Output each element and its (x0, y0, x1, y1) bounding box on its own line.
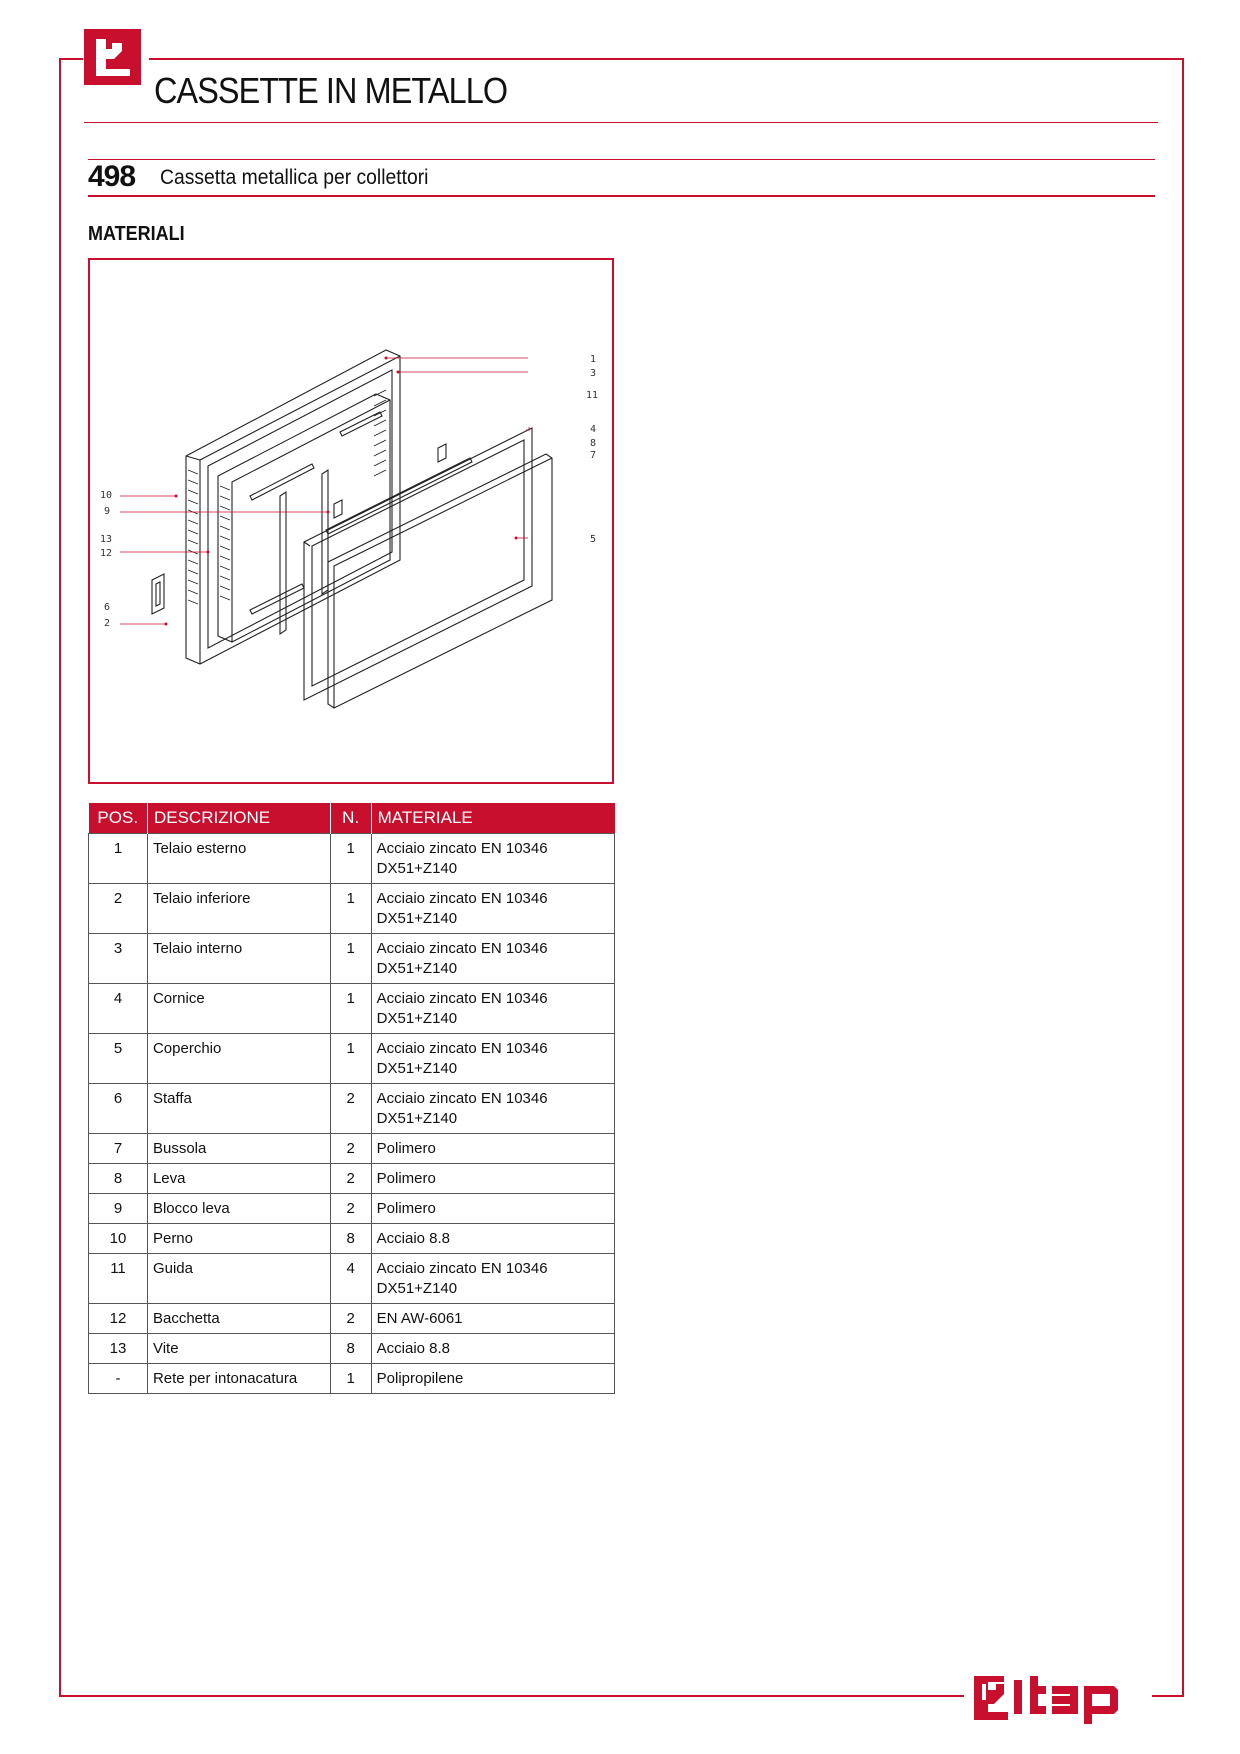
callout-4: 4 (590, 424, 597, 435)
cell-descrizione: Cornice (147, 984, 330, 1034)
materials-table (88, 803, 615, 1394)
table-row (89, 1364, 615, 1394)
product-name: Cassetta metallica per collettori (160, 166, 429, 189)
cell-materiale: Acciaio zincato EN 10346 DX51+Z140 (371, 1084, 614, 1134)
product-number: 498 (88, 160, 136, 193)
brand-mark-icon (84, 29, 141, 85)
frame-right (1182, 58, 1184, 1696)
header-materiale: MATERIALE (371, 803, 614, 834)
callout-5: 5 (590, 534, 597, 545)
cell-materiale: Acciaio zincato EN 10346 DX51+Z140 (371, 884, 614, 934)
section-heading: MATERIALI (88, 223, 185, 245)
header-n: N. (330, 803, 371, 834)
cell-n: 2 (330, 1194, 371, 1224)
table-row (89, 1334, 615, 1364)
table-row (89, 1134, 615, 1164)
cell-materiale: Polipropilene (371, 1364, 614, 1394)
callout-12: 12 (100, 548, 113, 559)
table-row (89, 1304, 615, 1334)
exploded-view-illustration (90, 260, 612, 782)
cell-descrizione: Perno (147, 1224, 330, 1254)
frame-bottom-left (59, 1695, 964, 1697)
table-row (89, 1084, 615, 1134)
cell-n: 1 (330, 984, 371, 1034)
cell-descrizione: Vite (147, 1334, 330, 1364)
product-rule-top (88, 159, 1155, 160)
cell-n: 2 (330, 1164, 371, 1194)
product-rule-bottom (88, 195, 1155, 197)
cell-pos: 7 (89, 1134, 148, 1164)
cell-materiale: Polimero (371, 1164, 614, 1194)
table-row (89, 884, 615, 934)
table-row (89, 834, 615, 884)
cell-pos: - (89, 1364, 148, 1394)
cell-pos: 1 (89, 834, 148, 884)
cell-materiale: Acciaio zincato EN 10346 DX51+Z140 (371, 1254, 614, 1304)
cell-pos: 4 (89, 984, 148, 1034)
cell-n: 1 (330, 834, 371, 884)
cell-materiale: Polimero (371, 1194, 614, 1224)
callout-10: 10 (100, 490, 113, 501)
callout-1: 1 (590, 354, 597, 365)
callout-3: 3 (590, 368, 597, 379)
cell-pos: 9 (89, 1194, 148, 1224)
cell-descrizione: Rete per intonacatura (147, 1364, 330, 1394)
cell-n: 1 (330, 884, 371, 934)
cell-n: 1 (330, 934, 371, 984)
table-row (89, 1254, 615, 1304)
table-header-row (89, 803, 615, 834)
callout-9: 9 (104, 506, 111, 517)
frame-top-right (149, 58, 1183, 60)
cell-pos: 10 (89, 1224, 148, 1254)
cell-materiale: Acciaio 8.8 (371, 1224, 614, 1254)
cell-n: 2 (330, 1304, 371, 1334)
cell-n: 1 (330, 1364, 371, 1394)
cell-descrizione: Telaio inferiore (147, 884, 330, 934)
cell-pos: 11 (89, 1254, 148, 1304)
cell-descrizione: Bacchetta (147, 1304, 330, 1334)
title-underline (84, 122, 1158, 123)
cell-descrizione: Telaio interno (147, 934, 330, 984)
table-row (89, 1224, 615, 1254)
callout-11: 11 (586, 390, 599, 401)
frame-top-left (59, 58, 83, 60)
cell-pos: 5 (89, 1034, 148, 1084)
cell-n: 1 (330, 1034, 371, 1084)
cell-n: 2 (330, 1084, 371, 1134)
exploded-drawing (88, 258, 614, 784)
cell-pos: 3 (89, 934, 148, 984)
cell-descrizione: Staffa (147, 1084, 330, 1134)
cell-pos: 13 (89, 1334, 148, 1364)
cell-pos: 6 (89, 1084, 148, 1134)
cell-descrizione: Bussola (147, 1134, 330, 1164)
frame-left (59, 58, 61, 1696)
cell-materiale: Polimero (371, 1134, 614, 1164)
cell-descrizione: Guida (147, 1254, 330, 1304)
table-row (89, 1034, 615, 1084)
cell-n: 8 (330, 1224, 371, 1254)
cell-materiale: Acciaio 8.8 (371, 1334, 614, 1364)
cell-pos: 8 (89, 1164, 148, 1194)
cell-descrizione: Telaio esterno (147, 834, 330, 884)
callout-13: 13 (100, 534, 113, 545)
callout-7: 7 (590, 450, 597, 461)
table-row (89, 934, 615, 984)
callout-6: 6 (104, 602, 111, 613)
cell-materiale: Acciaio zincato EN 10346 DX51+Z140 (371, 1034, 614, 1084)
header-pos: POS. (89, 803, 148, 834)
cell-n: 4 (330, 1254, 371, 1304)
cell-materiale: Acciaio zincato EN 10346 DX51+Z140 (371, 984, 614, 1034)
cell-n: 8 (330, 1334, 371, 1364)
cell-materiale: Acciaio zincato EN 10346 DX51+Z140 (371, 834, 614, 884)
cell-pos: 12 (89, 1304, 148, 1334)
header-descrizione: DESCRIZIONE (147, 803, 330, 834)
itap-logo-icon (974, 1670, 1146, 1726)
cell-materiale: Acciaio zincato EN 10346 DX51+Z140 (371, 934, 614, 984)
frame-bottom-right (1152, 1695, 1184, 1697)
table-row (89, 1194, 615, 1224)
callout-8: 8 (590, 438, 597, 449)
cell-materiale: EN AW-6061 (371, 1304, 614, 1334)
cell-descrizione: Coperchio (147, 1034, 330, 1084)
table-row (89, 984, 615, 1034)
cell-pos: 2 (89, 884, 148, 934)
cell-n: 2 (330, 1134, 371, 1164)
cell-descrizione: Leva (147, 1164, 330, 1194)
cell-descrizione: Blocco leva (147, 1194, 330, 1224)
callout-2: 2 (104, 618, 111, 629)
table-row (89, 1164, 615, 1194)
page-title: CASSETTE IN METALLO (154, 70, 508, 111)
